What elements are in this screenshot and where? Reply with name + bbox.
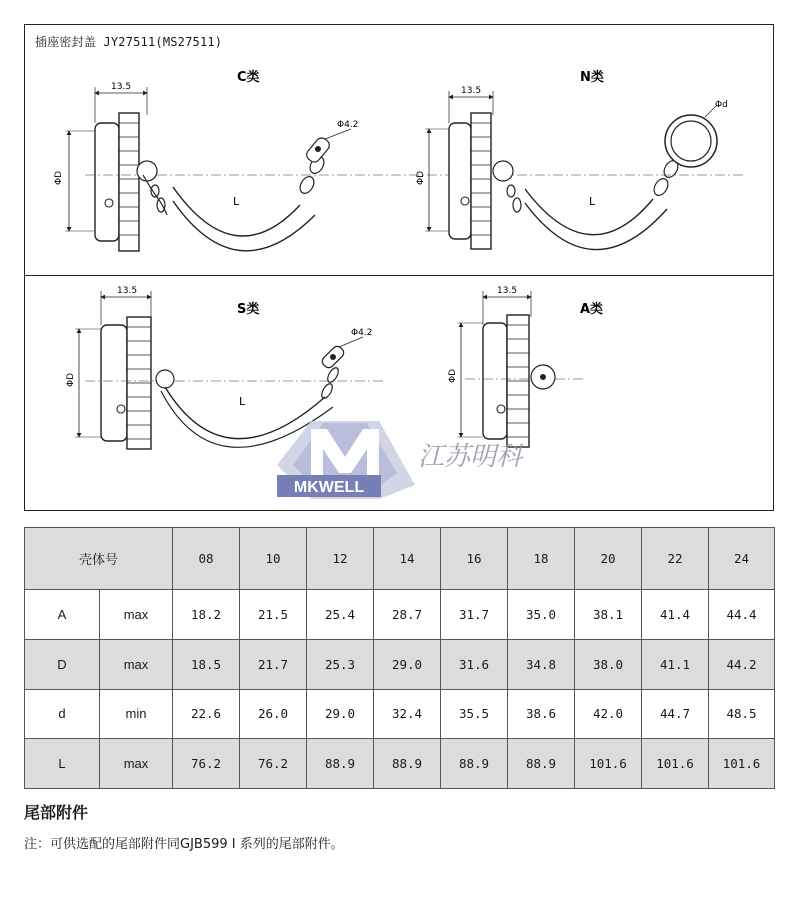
param-cell: L bbox=[25, 739, 100, 789]
value-cell: 76.2 bbox=[240, 739, 307, 789]
value-cell: 41.4 bbox=[642, 590, 709, 640]
limit-cell: max bbox=[100, 590, 173, 640]
size-header: 14 bbox=[374, 528, 441, 590]
a-diameter-dim: ΦD bbox=[448, 368, 458, 383]
table-header-row bbox=[25, 528, 775, 590]
value-cell: 26.0 bbox=[240, 689, 307, 739]
value-cell: 28.7 bbox=[374, 590, 441, 640]
s-hole-dim: Φ4.2 bbox=[351, 328, 373, 338]
value-cell: 18.2 bbox=[173, 590, 240, 640]
param-cell: A bbox=[25, 590, 100, 640]
value-cell: 101.6 bbox=[575, 739, 642, 789]
table-row bbox=[25, 639, 775, 689]
value-cell: 31.7 bbox=[441, 590, 508, 640]
a-type-drawing bbox=[448, 286, 603, 447]
a-type-label: A类 bbox=[580, 302, 604, 317]
size-header: 24 bbox=[709, 528, 775, 590]
value-cell: 29.0 bbox=[374, 639, 441, 689]
size-header: 12 bbox=[307, 528, 374, 590]
value-cell: 25.3 bbox=[307, 639, 374, 689]
value-cell: 35.5 bbox=[441, 689, 508, 739]
logo-text: MKWELL bbox=[293, 479, 365, 496]
limit-cell: min bbox=[100, 689, 173, 739]
table-row bbox=[25, 739, 775, 789]
c-type-drawing bbox=[54, 69, 745, 251]
s-width-dim: 13.5 bbox=[117, 286, 138, 296]
c-width-dim: 13.5 bbox=[111, 82, 132, 92]
value-cell: 41.1 bbox=[642, 639, 709, 689]
value-cell: 25.4 bbox=[307, 590, 374, 640]
size-header: 10 bbox=[240, 528, 307, 590]
value-cell: 38.0 bbox=[575, 639, 642, 689]
a-width-dim: 13.5 bbox=[497, 286, 518, 296]
value-cell: 38.1 bbox=[575, 590, 642, 640]
value-cell: 35.0 bbox=[508, 590, 575, 640]
value-cell: 48.5 bbox=[709, 689, 775, 739]
size-header: 22 bbox=[642, 528, 709, 590]
value-cell: 21.5 bbox=[240, 590, 307, 640]
n-diameter-dim: ΦD bbox=[416, 170, 426, 185]
value-cell: 88.9 bbox=[307, 739, 374, 789]
spec-table bbox=[24, 527, 775, 789]
value-cell: 18.5 bbox=[173, 639, 240, 689]
value-cell: 31.6 bbox=[441, 639, 508, 689]
value-cell: 34.8 bbox=[508, 639, 575, 689]
n-length-dim: L bbox=[589, 195, 596, 208]
drawing-title: 插座密封盖 JY27511(MS27511) bbox=[35, 35, 223, 49]
value-cell: 29.0 bbox=[307, 689, 374, 739]
size-header: 16 bbox=[441, 528, 508, 590]
table-row bbox=[25, 590, 775, 640]
value-cell: 44.2 bbox=[709, 639, 775, 689]
c-type-label: C类 bbox=[237, 70, 260, 85]
size-header: 08 bbox=[173, 528, 240, 590]
company-watermark: 江苏明科 bbox=[418, 442, 523, 472]
value-cell: 88.9 bbox=[508, 739, 575, 789]
param-cell: D bbox=[25, 639, 100, 689]
limit-cell: max bbox=[100, 639, 173, 689]
size-header: 20 bbox=[575, 528, 642, 590]
n-type-label: N类 bbox=[580, 70, 604, 85]
c-diameter-dim: ΦD bbox=[54, 170, 64, 185]
s-type-label: S类 bbox=[237, 302, 260, 317]
value-cell: 88.9 bbox=[374, 739, 441, 789]
n-ring-dim: Φd bbox=[715, 100, 728, 110]
value-cell: 38.6 bbox=[508, 689, 575, 739]
param-cell: d bbox=[25, 689, 100, 739]
value-cell: 22.6 bbox=[173, 689, 240, 739]
size-header: 18 bbox=[508, 528, 575, 590]
value-cell: 32.4 bbox=[374, 689, 441, 739]
value-cell: 44.7 bbox=[642, 689, 709, 739]
n-type-drawing bbox=[416, 69, 728, 250]
s-diameter-dim: ΦD bbox=[66, 372, 76, 387]
value-cell: 76.2 bbox=[173, 739, 240, 789]
drawing-canvas bbox=[25, 25, 775, 512]
section-note: 注：可供选配的尾部附件同GJB599 I 系列的尾部附件。 bbox=[24, 837, 344, 852]
shell-size-header: 壳体号 bbox=[25, 528, 173, 590]
value-cell: 42.0 bbox=[575, 689, 642, 739]
section-title: 尾部附件 bbox=[24, 803, 89, 822]
c-length-dim: L bbox=[233, 195, 240, 208]
n-width-dim: 13.5 bbox=[461, 86, 482, 96]
value-cell: 21.7 bbox=[240, 639, 307, 689]
s-length-dim: L bbox=[239, 395, 246, 408]
value-cell: 101.6 bbox=[642, 739, 709, 789]
value-cell: 44.4 bbox=[709, 590, 775, 640]
mkwell-logo bbox=[277, 421, 415, 499]
limit-cell: max bbox=[100, 739, 173, 789]
table-row bbox=[25, 689, 775, 739]
value-cell: 88.9 bbox=[441, 739, 508, 789]
technical-drawing-frame bbox=[24, 24, 774, 511]
value-cell: 101.6 bbox=[709, 739, 775, 789]
c-hole-dim: Φ4.2 bbox=[337, 120, 359, 130]
